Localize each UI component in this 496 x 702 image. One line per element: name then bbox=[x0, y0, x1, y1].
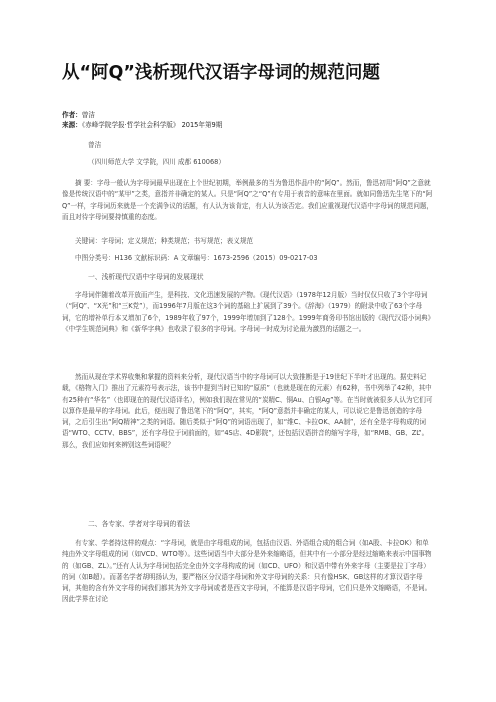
classification-info: 中图分类号：H136 文献标识码：A 文章编号：1673-2596（2015）09-0217-03 bbox=[75, 254, 318, 262]
source-line bbox=[62, 121, 222, 130]
author-label: 作者： bbox=[62, 111, 82, 119]
source-label: 来源： bbox=[62, 121, 82, 129]
paragraph-3: 有专家、学者持这样的观点：“字母词，就是由字母组成的词，包括由汉语、外语组合成的组合词（如A股、卡拉OK）和单纯由外文字母组成的词（如VCD、WTO等）。这些词语当中大部分是外来缩略语，但其中有一小部分是经过缩略来表示中国事物的（如GB、ZL）。”还有人认为字母词包括完全由外文字母构成的词（如CD、UFO）和汉语中带有外来字母（主要是拉丁字母）的词（如B超）。而著名学者胡明扬认为，要严格区分汉语字母词和外文字母词的关系：只有像HSK、GB这样的才算汉语字母词，其他的含有外文字母的词我们都其为外文字母词或者是西文字母词，不能算是汉语字母词，它们只是外文缩略语，不是词。因此学界在讨论 bbox=[62, 539, 432, 604]
author-name: 曾洁 bbox=[81, 111, 95, 119]
affiliation: （四川师范大学 文学院，四川 成都 610068） bbox=[88, 158, 225, 166]
source-text: 《赤峰学院学报·哲学社会科学版》 2015年第9期 bbox=[81, 121, 223, 129]
paragraph-1: 字母词伴随着改革开放而产生，是科技、文化迅速发展的产物。《现代汉语》（1978年12月版）当时仅仅只收了3个字母词（“阿Q”、“X光”和“三K党”），而1996年7月版在这3个词的基础上扩展到了39个。《辞海》（1979）的附录中收了63个字母词，它的增补单行本又增加了6个，1989年收了97个，1999年增加到了128个。1999年商务印书馆出版的《现代汉语小词典》《中学生规范词典》和《新华字典》也收录了很多的字母词。字母词一时成为讨论最为激烈的话题之一。 bbox=[62, 291, 431, 333]
byline-author: 曾洁 bbox=[88, 141, 102, 149]
abstract: 摘 要：字母一般认为字母词最早出现在上个世纪初期，举例最多的当为鲁迅作品中的“阿Q”。然而，鲁迅初用“阿Q”之意就像是传统汉语中的“某甲”之类，意指并非确定的某人。只是“阿Q”之“Q”有专用于表音的意味在里面。就如同鲁迅先生笔下的“阿Q”一样，字母词历来就是一个充满争议的话题，有人认为该肯定，有人认为该否定。我们应重视现代汉语中字母词的规范问题，而且对待字母词要持慎重的态度。 bbox=[62, 179, 434, 221]
paragraph-2: 然而从现在学术界收集和掌握的资料来分析，现代汉语当中的字母词可以大致推断是于19世纪下半叶才出现的。据史料记载，《格物入门》推出了元素符号表示法，该书中提到当时已知的“原质”（也就是现在的元素）有62种，书中列举了42种，其中有25种有“华名”（也即现在的现代汉语译名），例如我们现在常见的“炭精C、铜Au、白银Ag”等。在当时就被很多人认为它们可以算作是最早的字母词。此后，便出现了鲁迅笔下的“阿Q”，其实，“阿Q”意指并非确定的某人，可以说它是鲁迅创造的字母词，之后引生出“阿Q精神”之类的词语。随后类似于“阿Q”的词语出现了，如“维C、卡拉OK、AA制”，还有全是字母构成的词语“WTO、CCTV、BBS”，还有字母位于词前面的，如“4S店、4D影院”，还包括汉语拼音的缩写字母，如“RMB、GB、ZL”。那么，我们应如何来辨别这些词语呢？ bbox=[62, 373, 433, 449]
author-line bbox=[62, 111, 95, 120]
section-heading-1: 一、浅析现代汉语中字母词的发展现状 bbox=[88, 273, 204, 281]
keywords: 关键词：字母词；定义规范；种类规范；书写规范；表义规范 bbox=[75, 237, 254, 245]
article-title: 从“阿Q”浅析现代汉语字母词的规范问题 bbox=[62, 63, 380, 83]
section-heading-2: 二、各专家、学者对字母词的看法 bbox=[88, 520, 190, 528]
